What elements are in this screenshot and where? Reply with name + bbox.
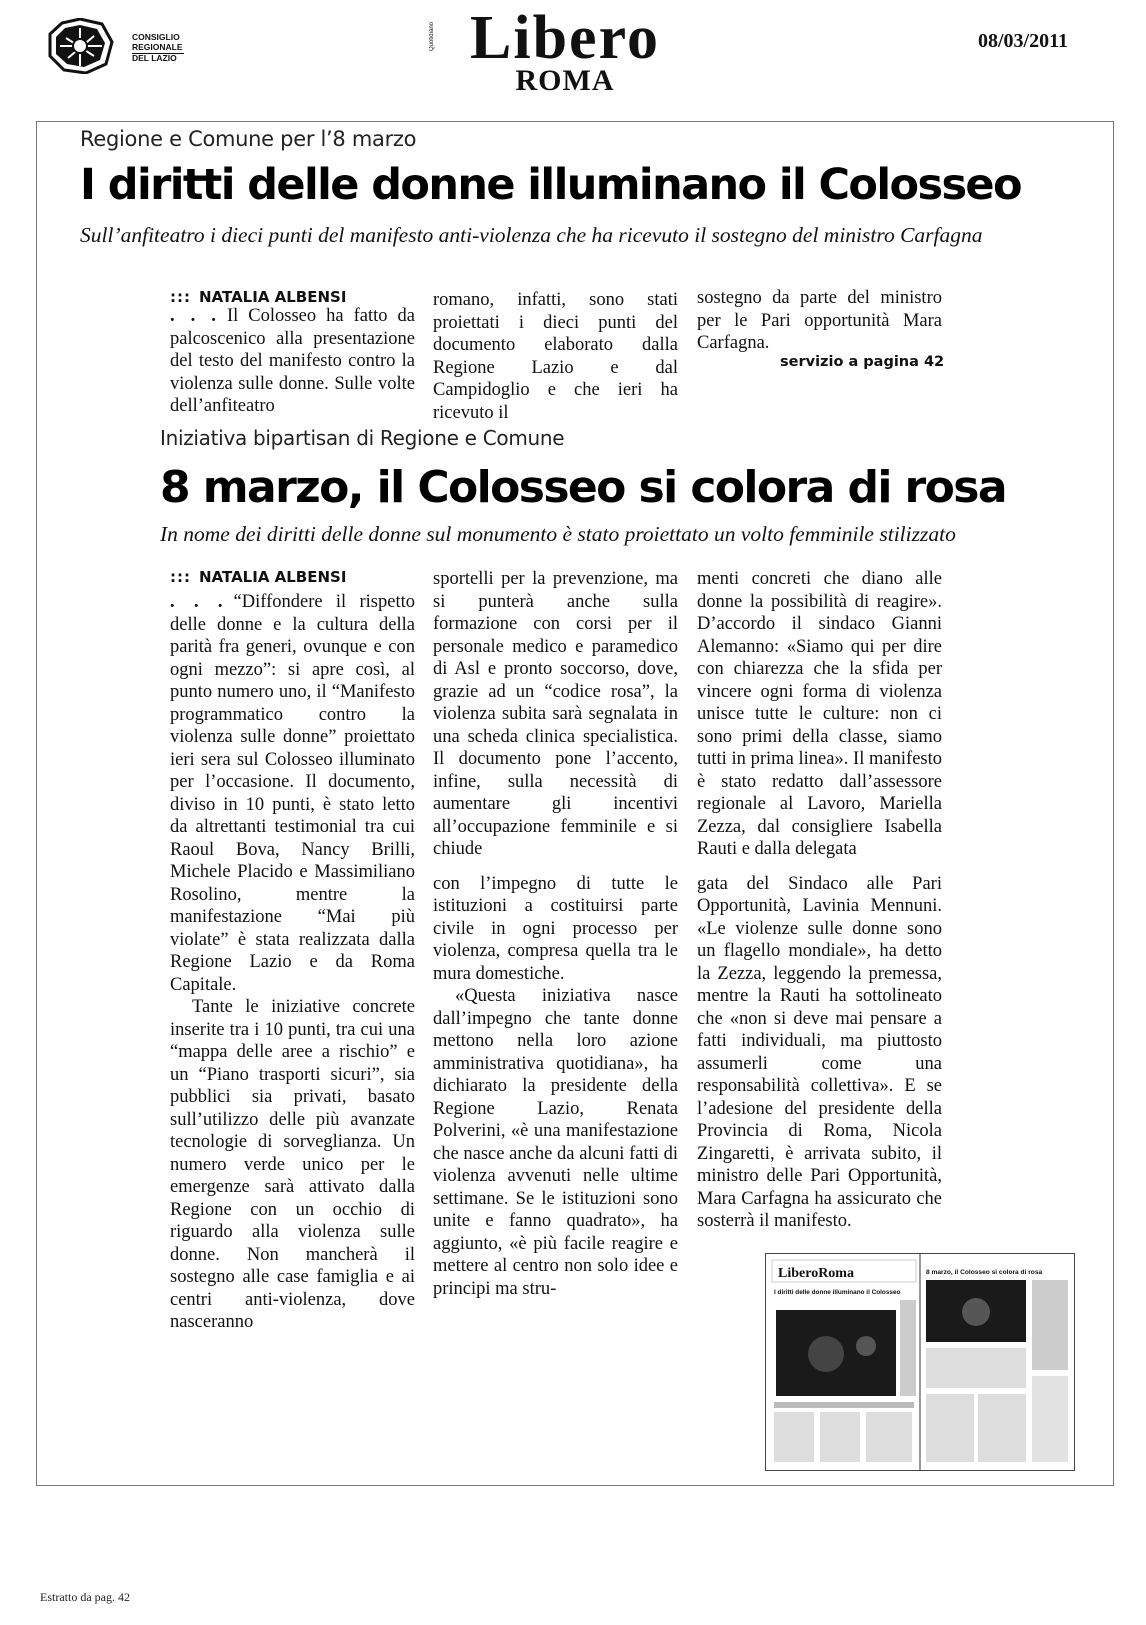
masthead-tagline: Quotidiano [429, 22, 435, 52]
page-thumbnail-graphic [766, 1254, 1074, 1470]
byline-marker-icon: ::: [170, 288, 191, 306]
article2-kicker: Iniziativa bipartisan di Regione e Comune [160, 426, 565, 450]
article2-author: NATALIA ALBENSI [199, 568, 347, 586]
article1-col1-text: Il Colosseo ha fatto da palcoscenico alla presentazione del testo del manifesto contro la violenza sulle donne. Sulle volte dell’anfiteatro [170, 306, 416, 416]
article2-col3-para-1: menti concreti che diano alle donne la possibilità di reagire». D’accordo il sindaco Gianni Alemanno: «Siamo qui per dire con chiarezza che la sfida per vincere ogni forma di violenza unisce tutte le culture: non ci sono primi della classe, siamo tutti in prima linea». Il manifesto è stato redatto dall’assessore regionale al Lavoro, Mariella Zezza, dal consigliere Isabella Rauti e dalla delegata [697, 569, 942, 859]
article1-kicker: Regione e Comune per l’8 marzo [80, 127, 417, 151]
thumb-right-headline: 8 marzo, il Colosseo si colora di rosa [926, 1269, 1043, 1276]
regional-council-emblem [46, 18, 114, 74]
article1-column-2: romano, infatti, sono stati proiettati i dieci punti del documento elaborato dalla Regione Lazio e dal Campidoglio e che ieri ha ricevuto il [433, 290, 678, 423]
council-line-2: REGIONALE [132, 41, 183, 52]
article1-deck: Sull’anfiteatro i dieci punti del manifesto anti-violenza che ha ricevuto il sostegno del ministro Carfagna [80, 223, 983, 247]
article2-col2-para-2: con l’impegno di tutte le istituzioni a costituirsi parte civile in ogni processo per violenza, compresa quella tra le mura domestiche. [433, 873, 678, 984]
article1-column-3: sostegno da parte del ministro per le Pari opportunità Mara Carfagna. [697, 288, 942, 353]
article2-column-3 [697, 568, 942, 1233]
article2-column-1 [170, 591, 415, 1334]
article2-column-2 [433, 568, 678, 1300]
thumb-left-masthead: LiberoRoma [778, 1266, 854, 1281]
byline-marker-icon: ::: [170, 568, 191, 586]
masthead-title: Libero [470, 4, 660, 72]
article2-col3-para-2: gata del Sindaco alle Pari Opportunità, Lavinia Mennuni. «Le violenze sulle donne sono un flagello mondiale», ha detto la Zezza, leggendo la premessa, mentre la Rauti ha sottolineato che «non si deve mai pensare a fatti individuali, ma piuttosto assumerli come una responsabilità collettiva». E se l’adesione del presidente della Provincia di Roma, Nicola Zingaretti, è arrivata subito, il ministro delle Pari Opportunità, Mara Carfagna ha assicurato che sosterrà il manifesto. [697, 873, 942, 1231]
article2-deck: In nome dei diritti delle donne sul monumento è stato proiettato un volto femminile stilizzato [160, 522, 956, 546]
lead-dots-icon: . . . [170, 306, 219, 326]
article2-headline: 8 marzo, il Colosseo si colora di rosa [160, 462, 1006, 513]
lead-dots-icon: . . . [170, 592, 226, 612]
thumb-left-headline: I diritti delle donne illuminano il Colosseo [774, 1289, 901, 1296]
article2-col1-para-1 [170, 591, 415, 996]
article1-author: NATALIA ALBENSI [199, 288, 347, 306]
article1-see-also: servizio a pagina 42 [780, 354, 945, 370]
council-name [132, 33, 184, 64]
issue-date: 08/03/2011 [977, 30, 1068, 52]
article1-byline [170, 288, 346, 306]
article2-col2-para-3: «Questa iniziativa nasce dall’impegno che tante donne mettono nella loro azione amministrativa quotidiana», ha dichiarato la presidente della Regione Lazio, Renata Polverini, «è una manifestazione che nasce anche da alcuni fatti di violenza avvenuti nelle ultime settimane. Se le istituzioni sono unite e fanno quadrato», ha aggiunto, «è più facile reagire e mettere al centro non solo idee e principi ma stru- [433, 986, 678, 1299]
article2-col2-para-1: sportelli per la prevenzione, ma si punterà anche sulla formazione con corsi per il personale medico e paramedico di Asl e pronto soccorso, dove, grazie ad un “codice rosa”, la violenza subita sarà segnalata in una scheda clinica specialistica. Il documento pone l’accento, infine, sulla necessità di aumentare gli incentivi all’occupazione femminile e si chiude [433, 569, 678, 859]
article2-byline [170, 568, 346, 586]
page-thumbnail [765, 1253, 1075, 1471]
article1-column-1 [170, 305, 415, 418]
newspaper-masthead [429, 4, 695, 97]
council-line-1: CONSIGLIO [132, 32, 180, 42]
masthead-edition: ROMA [515, 64, 615, 97]
article2-col1-para-2: Tante le iniziative concrete inserite tra i 10 punti, tra cui una “mappa delle aree a rischio” e un “Piano trasporti sicuri”, sia pubblici sia privati, basato sull’utilizzo delle più avanzate tecnologie di sorveglianza. Un numero verde unico per le emergenze sarà attivato dalla Regione con un occhio di riguardo alla violenza sulle donne. Non mancherà il sostegno alle case famiglia e ai centri anti-violenza, dove nasceranno [170, 997, 415, 1332]
article2-col1-para-1-text: “Diffondere il rispetto delle donne e la cultura della parità fra generi, ovunque e con ogni mezzo”: si apre così, al punto numero uno, il “Manifesto programmatico contro la violenza sulle donne” proiettato ieri sera sul Colosseo illuminato per l’occasione. Il documento, diviso in 10 punti, è stato letto da altrettanti testimonial tra cui Raoul Bova, Nancy Brilli, Michele Placido e Massimiliano Rosolino, mentre la manifestazione “Mai più violate” è stata realizzata dalla Regione Lazio e da Roma Capitale. [170, 592, 415, 995]
council-line-3: DEL LAZIO [132, 53, 177, 63]
article1-headline: I diritti delle donne illuminano il Colosseo [80, 160, 1021, 210]
footer-extract-note: Estratto da pag. 42 [40, 1590, 130, 1604]
